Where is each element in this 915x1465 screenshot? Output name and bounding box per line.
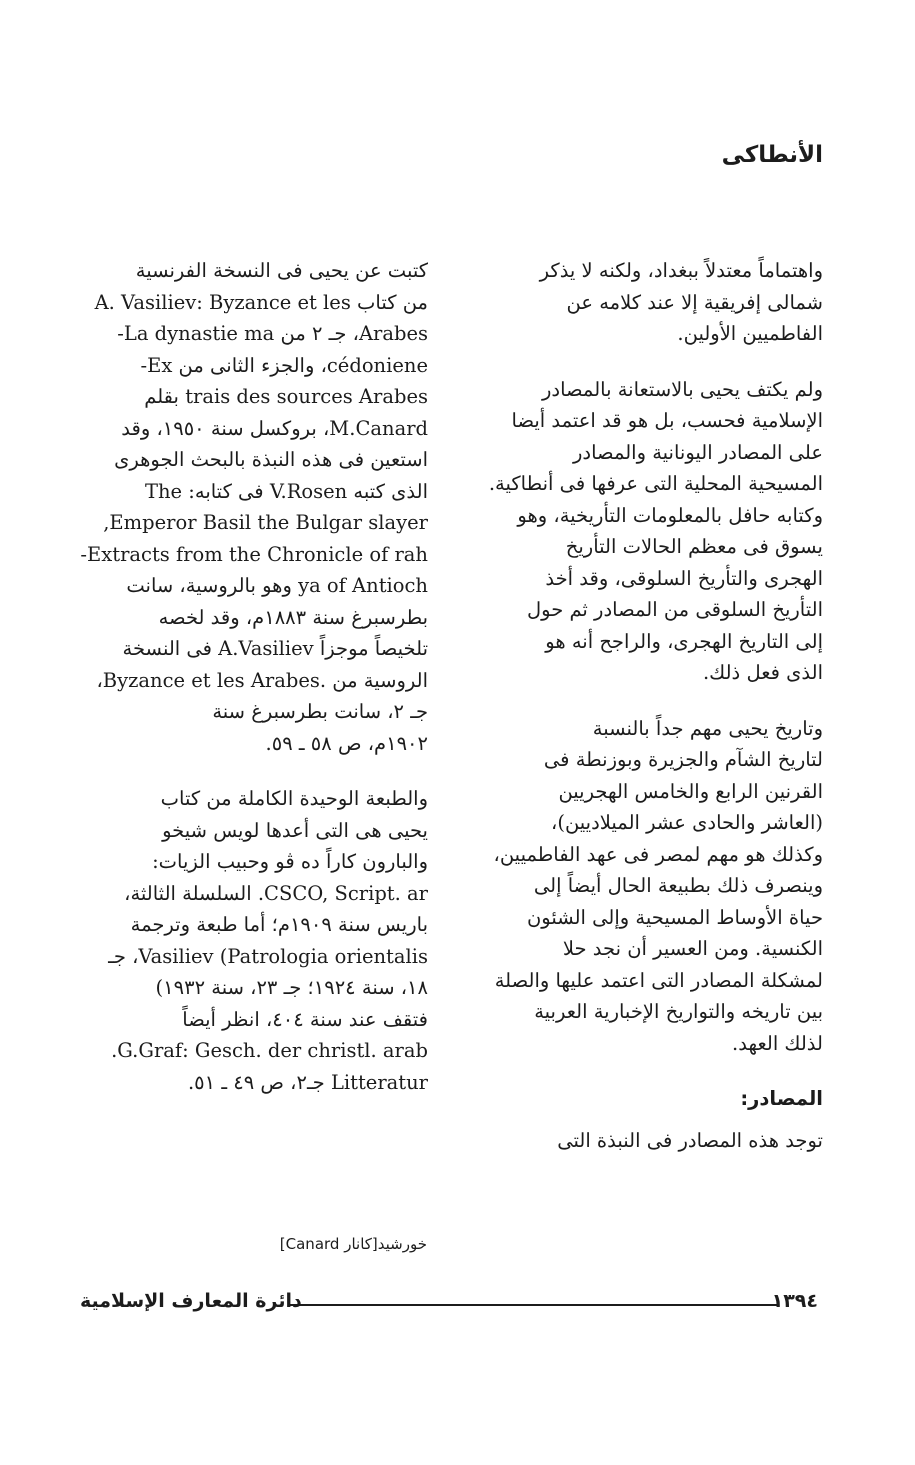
text-line: واهتماماً معتدلاً ببغداد، ولكنه لا يذكر [539,259,823,282]
text-line: الهجرى والتأريخ السلوقى، وقد أخذ [545,566,823,590]
paragraph [50,255,428,759]
text-line: شمالى إفريقية إلا عند كلامه عن [566,290,823,314]
text-line: G.Graf: Gesch. der christl. arab. [111,1039,428,1062]
left-column [50,255,428,1122]
text-line: يحيى هى التى أعدها لويس شيخو [162,818,428,842]
text-line: كتبت عن يحيى فى النسخة الفرنسية [135,259,428,282]
text-line: حياة الأوساط المسيحية وإلى الشئون [526,905,823,929]
text-line: ١٩٠٢م، ص ٥٨ ـ ٥٩. [265,731,428,755]
text-line: وكذلك هو مهم لمصر فى عهد الفاطميين، [493,842,823,866]
paragraph [50,783,428,1098]
text-line: يسوق فى معظم الحالات التأريخ [565,535,823,558]
text-line: ولم يكتف يحيى بالاستعانة بالمصادر [541,377,823,401]
text-line: وينصرف ذلك بطبيعة الحال أيضاً إلى [533,874,823,897]
text-line: بين تاريخه والتواريخ الإخبارية العربية [534,1000,823,1023]
text-line: Vasiliev (Patrologia orientalis، جـ [108,944,428,968]
text-line: Litteratur جـ٢، ص ٤٩ ـ ٥١. [187,1070,428,1094]
text-line: الكنسية. ومن العسير أن نجد حلا [562,937,823,960]
paragraph [463,374,823,689]
text-line: Arabes، جـ ٢ من La dynastie ma- [117,322,428,345]
text-line: بطرسبرغ سنة ١٨٨٣م، وقد لخصه [158,605,428,629]
text-line: الإسلامية فحسب، بل هو قد اعتمد أيضا [511,409,823,432]
text-line: الروسية من .Byzance et les Arabes، [96,668,428,692]
paragraph [463,255,823,350]
text-line: وتاريخ يحيى مهم جداً بالنسبة [592,716,823,740]
journal-title: دائرة المعارف الإسلامية [80,1290,302,1312]
text-line: ١٨، سنة ١٩٢٤؛ جـ ٢٣، سنة ١٩٣٢) [155,976,428,999]
text-line: الفاطميين الأولين. [677,322,823,345]
text-line: وكتابه حافل بالمعلومات التأريخية، وهو [517,503,823,527]
text-line: Extracts from the Chronicle of rah- [80,542,428,566]
text-line: CSCO, Script. ar. السلسلة الثالثة، [124,881,428,905]
text-line: والبارون كاراً ده ڤو وحبيب الزيات: [152,850,428,873]
paragraph [463,1125,823,1157]
text-line: ya of Antioch وهو بالروسية، سانت [126,574,428,597]
text-line: باريس سنة ١٩٠٩م؛ أما طبعة وترجمة [130,913,428,936]
text-line: (العاشر والحادى عشر الميلاديين)، [551,811,823,834]
right-column [463,255,823,1180]
text-line: من كتاب A. Vasiliev: Byzance et les [94,290,428,314]
text-line: تلخيصاً موجزاً A.Vasiliev فى النسخة [122,637,428,660]
text-line: الذى فعل ذلك. [702,661,823,684]
text-line: المسيحية المحلية التى عرفها فى أنطاكية. [488,472,823,495]
sources-heading: المصادر: [740,1087,823,1110]
text-line: التأريخ السلوقى من المصادر ثم حول [526,598,823,621]
article-author: خورشيد[كانار Canard] [279,1235,427,1253]
text-line: الذى كتبه V.Rosen فى كتابه: The [144,479,428,503]
page-footer [80,1290,818,1326]
text-line: توجد هذه المصادر فى النبذة التى [557,1128,823,1152]
text-line: لتاريخ الشآم والجزيرة وبوزنطة فى [543,748,823,771]
text-line: والطبعة الوحيدة الكاملة من كتاب [160,787,428,810]
text-line: فتقف عند سنة ٤٠٤، انظر أيضاً [182,1007,428,1031]
text-line: Emperor Basil the Bulgar slayer, [103,511,428,534]
page-header-title: الأنطاكى [721,142,823,168]
footer-rule [290,1304,778,1306]
text-line: لمشكلة المصادر التى اعتمد عليها والصلة [494,968,823,992]
text-line: على المصادر اليونانية والمصادر [573,440,823,464]
text-line: استعين فى هذه النبذة بالبحث الجوهرى [114,448,428,471]
text-line: لذلك العهد. [732,1031,823,1055]
text-line: trais des sources Arabes بقلم [144,385,428,408]
text-line: cédoniene، والجزء الثانى من Ex- [140,353,428,377]
text-line: جـ ٢، سانت بطرسبرغ سنة [212,700,428,723]
paragraph [463,713,823,1060]
page-number: ١٣٩٤ [771,1290,818,1312]
text-line: إلى التاريخ الهجرى، والراجح أنه هو [545,629,823,653]
text-line: القرنين الرابع والخامس الهجريين [558,779,823,803]
text-line: M.Canard، بروكسل سنة ١٩٥٠، وقد [121,416,428,440]
